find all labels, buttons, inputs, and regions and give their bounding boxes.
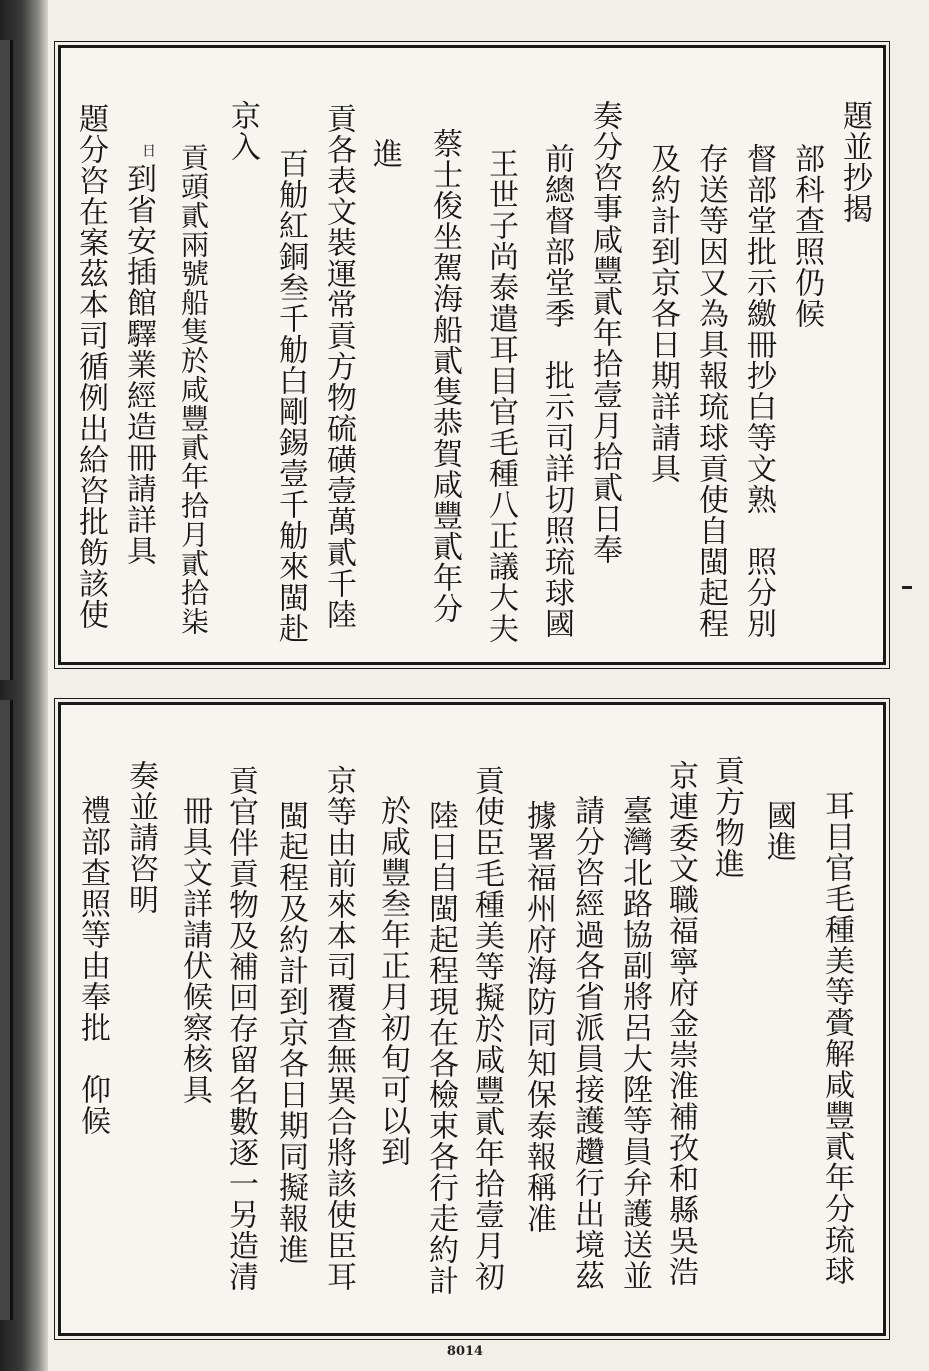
text-column: 存送等因又為具報琉球貢使自閩起程: [693, 143, 728, 639]
spine-edge-bottom: [0, 700, 13, 1320]
text-column: 貢方物進: [709, 755, 744, 879]
text-column: 督部堂批示繳冊抄白等文熟 照分別: [741, 143, 776, 639]
spine-edge-top: [0, 40, 13, 680]
text-column-small: 日: [140, 143, 156, 158]
text-column: 請分咨經過各省派員接護趲行出境茲: [569, 795, 604, 1291]
text-column: 耳目官毛種美等賫解咸豐貳年分琉球: [819, 790, 854, 1286]
text-column: 蔡士俊坐駕海船貳隻恭賀咸豐貳年分: [427, 128, 462, 624]
text-column: 京連委文職福寧府金崇淮補孜和縣吳浩: [663, 760, 698, 1287]
text-column: 京入: [225, 100, 260, 162]
text-column: 臺灣北路協副將呂大陞等員弁護送並: [617, 795, 652, 1291]
text-column: 禮部查照等由奉批 仰候: [75, 795, 110, 1136]
text-column: 前總督部堂季 批示司詳切照琉球國: [539, 143, 574, 639]
text-column: 貢各表文裝運常貢方物硫磺壹萬貳千陸: [321, 103, 356, 630]
text-column: 奏並請咨明: [123, 760, 158, 915]
manuscript-panel-top: [58, 45, 886, 665]
text-column: 貢官伴貢物及補回存留名數逐一另造清: [223, 765, 258, 1292]
text-column: 貢頭貳兩號船隻於咸豐貳年拾月貳拾柒: [177, 143, 210, 636]
text-column: 京等由前來本司覆查無異合將該使臣耳: [321, 765, 356, 1292]
text-column: 百觔紅銅叁千觔白剛錫壹千觔來閩赴: [273, 148, 308, 644]
text-column: 陸日自閩起程現在各檢束各行走約計: [423, 800, 458, 1296]
text-column: 貢使臣毛種美等擬於咸豐貳年拾壹月初: [469, 765, 504, 1292]
text-column: 到省安插館驛業經造冊請詳具: [121, 163, 156, 566]
page-number: 8014: [446, 1344, 484, 1359]
manuscript-panel-bottom: [58, 702, 886, 1336]
text-column: 國進: [761, 800, 796, 862]
text-column: 據署福州府海防同知保泰報稱准: [521, 800, 556, 1234]
text-column: 進: [367, 138, 402, 169]
text-column: 奏分咨事咸豐貳年拾壹月拾貳日奉: [587, 100, 622, 565]
text-column: 閩起程及約計到京各日期同擬報進: [273, 800, 308, 1265]
text-column: 及約計到京各日期詳請具: [645, 143, 680, 484]
margin-mark: [902, 586, 912, 589]
text-column: 題分咨在案茲本司循例出給咨批飭該使: [73, 103, 108, 630]
text-column: 題並抄揭: [837, 100, 872, 224]
text-column: 於咸豐叁年正月初旬可以到: [375, 795, 410, 1167]
text-column: 部科查照仍候: [789, 143, 824, 329]
text-column: 冊具文詳請伏候察核具: [177, 795, 212, 1105]
text-column: 王世子尚泰遣耳目官毛種八正議大夫: [483, 148, 518, 644]
